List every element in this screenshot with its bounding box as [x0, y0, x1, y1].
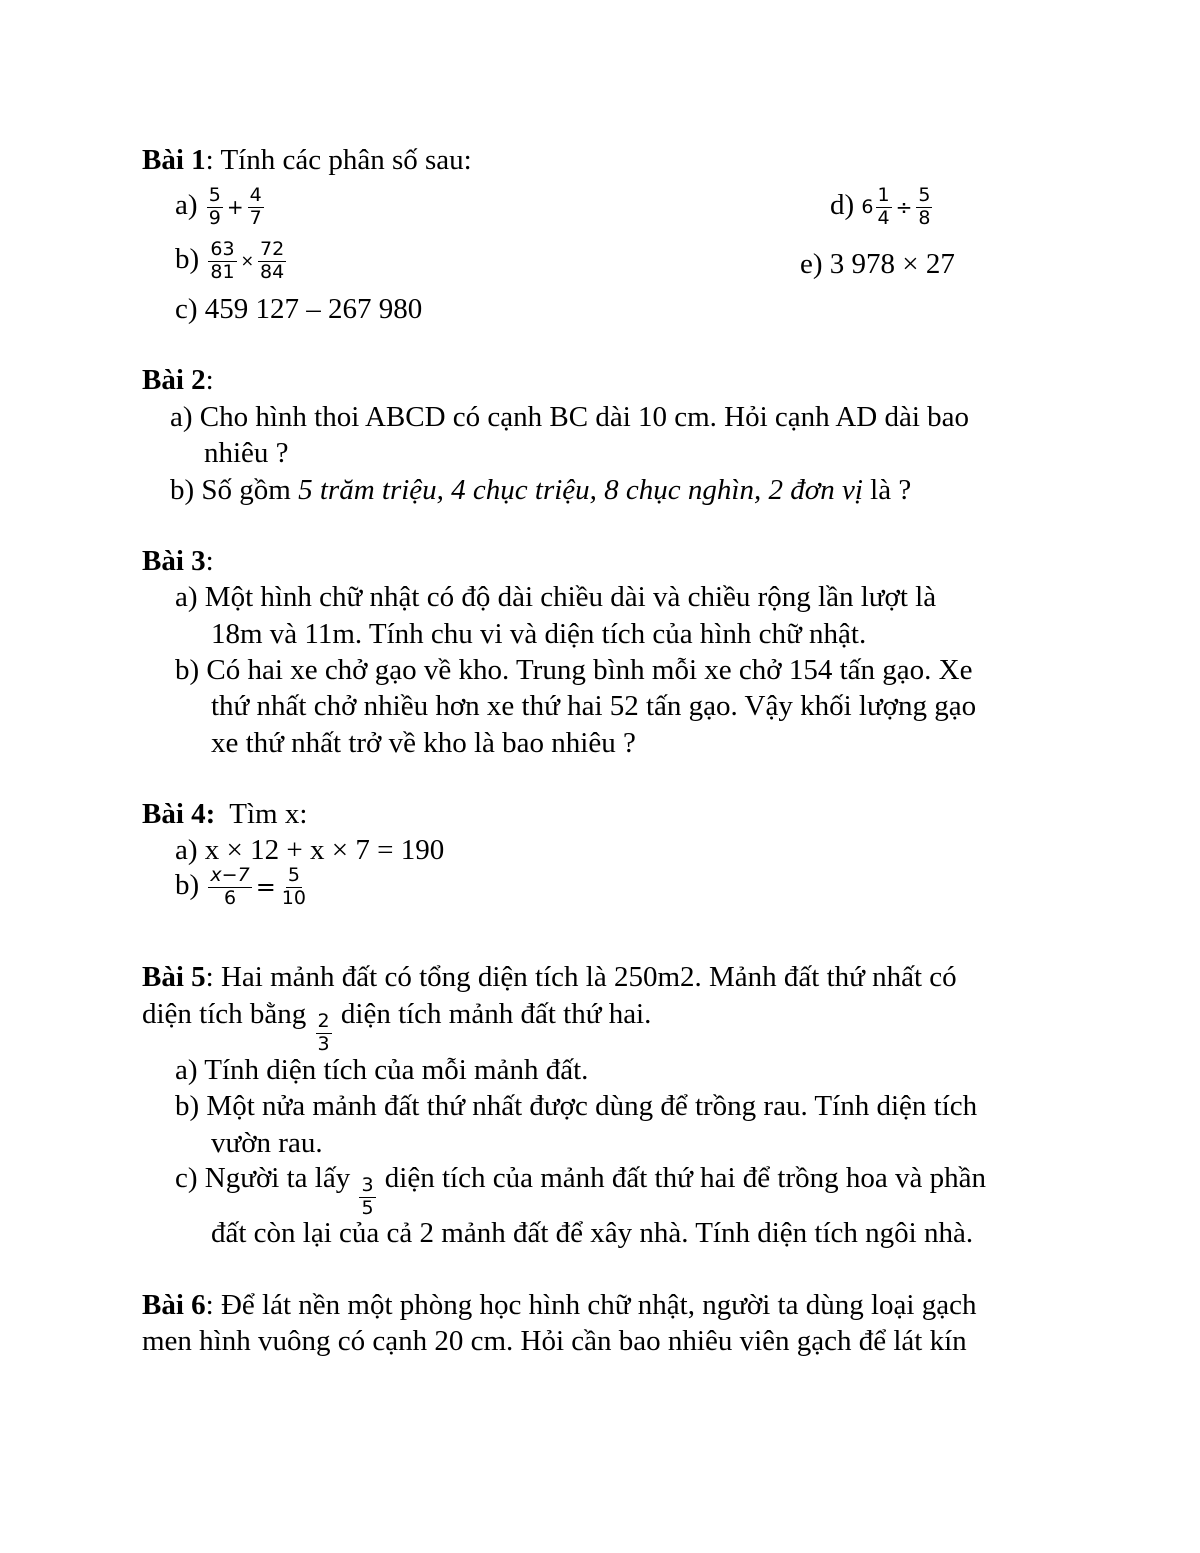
bai1-heading: [142, 146, 472, 175]
bai1-c-text: 459 127 – 267 980: [204, 293, 423, 325]
bai3-b-line2: thứ nhất chở nhiều hơn xe thứ hai 52 tấn gạo. Vậy khối lượng gạo: [211, 690, 977, 722]
bai1-item-b: [175, 240, 288, 283]
bai1-item-e: [800, 250, 955, 279]
bai2-item-b: [170, 476, 911, 505]
bai1-item-a: [175, 186, 266, 229]
bai5-b-line2: vườn rau.: [211, 1127, 323, 1159]
bai1-d-fraction-1: $\frac{1}{4}$: [877, 184, 890, 229]
bai1-e-label: e): [800, 248, 823, 280]
bai4-intro: Tìm x:: [215, 798, 308, 830]
bai1-a-label: a): [175, 189, 198, 222]
bai5-item-a: [175, 1056, 588, 1085]
bai5-line2: [142, 1000, 651, 1055]
bai5-c-pre: Người ta lấy: [204, 1162, 358, 1194]
bai3-a-label: a): [175, 581, 198, 613]
bai2-b-italic: 5 trăm triệu, 4 chục triệu, 8 chục nghìn, 2 đơn vị: [298, 474, 863, 506]
bai6-title: Bài 6: [142, 1289, 206, 1321]
bai1-c-label: c): [175, 293, 198, 325]
bai1-a-fraction-2: $\frac{4}{7}$: [249, 184, 262, 229]
bai5-b-label: b): [175, 1090, 200, 1122]
bai5-a-label: a): [175, 1054, 198, 1086]
bai3-a-line2: 18m và 11m. Tính chu vi và diện tích của hình chữ nhật.: [211, 618, 867, 650]
bai1-b-fraction-2: $\frac{72}{84}$: [260, 238, 285, 283]
bai1-b-label: b): [175, 243, 200, 276]
bai4-b-fraction-1: $\frac{x-7}{6}$: [210, 864, 250, 909]
bai1-title: Bài 1: [142, 144, 206, 176]
bai2-b-post: là ?: [862, 474, 912, 506]
bai5-c-label: c): [175, 1162, 198, 1194]
bai3-b-line1: Có hai xe chở gạo về kho. Trung bình mỗi xe chở 154 tấn gạo. Xe: [206, 654, 973, 686]
bai1-d-whole: 6: [861, 195, 874, 218]
bai3-title: Bài 3: [142, 545, 206, 577]
bai5-item-c: [175, 1164, 986, 1219]
bai4-b-fraction-2: $\frac{5}{10}$: [281, 864, 306, 909]
bai5-line1-text: : Hai mảnh đất có tổng diện tích là 250m2. Mảnh đất thứ nhất có: [205, 961, 957, 993]
bai5-c-post: diện tích của mảnh đất thứ hai để trồng hoa và phần: [377, 1162, 986, 1194]
bai6-line1-text: : Để lát nền một phòng học hình chữ nhật, người ta dùng loại gạch: [205, 1289, 977, 1321]
bai5-fraction: $\frac{2}{3}$: [317, 1010, 330, 1055]
bai4-heading: [142, 800, 307, 829]
bai1-a-operator: +: [226, 195, 244, 220]
bai4-title: Bài 4:: [142, 798, 216, 830]
bai2-heading: [142, 366, 214, 395]
bai3-b-line3: xe thứ nhất trở về kho là bao nhiêu ?: [211, 727, 636, 759]
bai1-b-operator: ×: [240, 251, 255, 271]
bai3-item-b: [175, 656, 972, 685]
bai2-b-label: b): [170, 474, 195, 506]
bai2-a-line2: nhiêu ?: [204, 437, 289, 469]
bai1-a-fraction-1: $\frac{5}{9}$: [208, 184, 221, 229]
bai3-heading: [142, 547, 214, 576]
bai3-item-a: [175, 583, 936, 612]
bai1-item-d: [830, 186, 934, 229]
bai1-e-text: 3 978 × 27: [829, 248, 955, 280]
bai4-b-label: b): [175, 869, 200, 902]
bai2-a-line1: Cho hình thoi ABCD có cạnh BC dài 10 cm. Hỏi cạnh AD dài bao: [199, 401, 970, 433]
bai2-a-label: a): [170, 401, 193, 433]
bai3-b-label: b): [175, 654, 200, 686]
bai6-line2: men hình vuông có cạnh 20 cm. Hỏi cần bao nhiêu viên gạch để lát kín: [142, 1325, 967, 1357]
bai1-d-label: d): [830, 189, 855, 222]
bai5-line1: [142, 963, 957, 992]
bai4-a-text: x × 12 + x × 7 = 190: [204, 834, 445, 866]
bai3-colon: :: [205, 545, 214, 577]
bai5-line2-post: diện tích mảnh đất thứ hai.: [333, 998, 652, 1030]
bai1-d-fraction-2: $\frac{5}{8}$: [918, 184, 931, 229]
bai5-line2-pre: diện tích bằng: [142, 998, 314, 1030]
bai1-b-fraction-1: $\frac{63}{81}$: [210, 238, 235, 283]
bai4-a-label: a): [175, 834, 198, 866]
bai1-item-c: [175, 295, 422, 324]
bai5-item-b: [175, 1092, 977, 1121]
bai5-c-line2: đất còn lại của cả 2 mảnh đất để xây nhà. Tính diện tích ngôi nhà.: [211, 1217, 974, 1249]
bai2-title: Bài 2: [142, 364, 206, 396]
bai5-a-text: Tính diện tích của mỗi mảnh đất.: [204, 1054, 589, 1086]
bai5-b-line1: Một nửa mảnh đất thứ nhất được dùng để trồng rau. Tính diện tích: [206, 1090, 978, 1122]
bai1-intro: : Tính các phân số sau:: [205, 144, 472, 176]
bai2-b-pre: Số gồm: [201, 474, 299, 506]
bai4-item-b: [175, 866, 310, 909]
bai3-a-line1: Một hình chữ nhật có độ dài chiều dài và chiều rộng lần lượt là: [204, 581, 937, 613]
bai5-c-fraction: $\frac{3}{5}$: [361, 1174, 374, 1219]
bai4-item-a: [175, 836, 444, 865]
bai2-item-a: [170, 403, 969, 432]
bai6-line1: [142, 1291, 976, 1320]
bai5-title: Bài 5: [142, 961, 206, 993]
bai1-d-operator: ÷: [895, 195, 913, 220]
bai2-colon: :: [205, 364, 214, 396]
bai4-b-equals: =: [255, 873, 276, 902]
